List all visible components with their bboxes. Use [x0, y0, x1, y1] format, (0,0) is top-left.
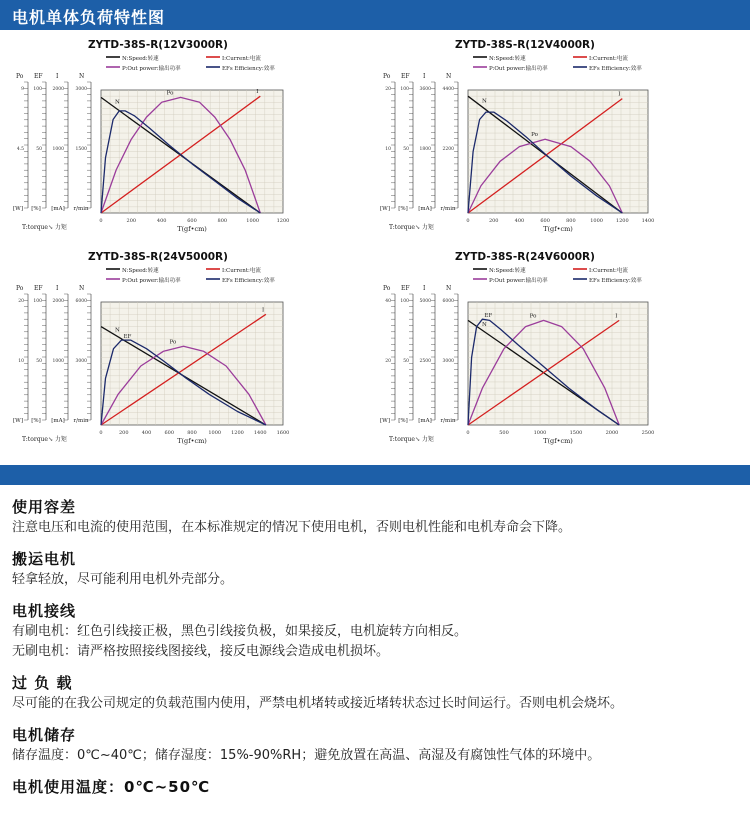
chart-panel-2: [13, 251, 289, 445]
curve-label-po: Po: [531, 132, 538, 139]
torque-label: T:torque↘ 力矩: [22, 224, 67, 231]
curve-label-n: N: [482, 98, 487, 105]
axis-header: N: [446, 285, 452, 292]
note-title: 搬运电机: [12, 550, 77, 568]
axis-mid-value: 1000: [52, 359, 64, 364]
x-tick-label: 800: [566, 218, 576, 224]
curve-label-n: N: [482, 321, 487, 328]
axis-mid-value: 1500: [75, 147, 87, 152]
chart-title: ZYTD-38S-R(24V5000R): [88, 251, 228, 263]
axis-mid-value: 10: [18, 359, 24, 364]
axis-top-value: 2000: [52, 87, 64, 92]
axis-header: I: [423, 285, 426, 292]
axis-mid-value: 1800: [419, 147, 431, 152]
curve-label-po: Po: [169, 339, 177, 346]
x-tick-label: 1500: [569, 430, 583, 436]
axis-top-value: 100: [400, 87, 409, 92]
charts-area: [0, 30, 750, 460]
curve-label-i: I: [261, 307, 265, 314]
note-title: 电机储存: [12, 726, 77, 744]
axis-mid-value: 1000: [52, 147, 64, 152]
axis-top-value: 20: [385, 87, 391, 92]
x-tick-label: 1200: [615, 218, 629, 224]
x-tick-label: 1400: [641, 218, 655, 224]
axis-unit: r/min: [73, 418, 89, 424]
axis-top-value: 40: [385, 299, 391, 304]
axis-top-value: 2000: [52, 299, 64, 304]
legend-entry: P:Out power:输出功率: [489, 278, 548, 284]
axis-top-value: 6000: [75, 299, 87, 304]
x-tick-label: 1200: [231, 430, 244, 436]
axis-header: I: [56, 285, 59, 292]
note-line: 无刷电机：请严格按照接线图接线，接反电源线会造成电机损坏。: [12, 644, 390, 659]
x-tick-label: 600: [187, 218, 197, 224]
x-tick-label: 1200: [276, 218, 290, 224]
x-axis-label: T(gf•cm): [543, 437, 573, 445]
note-2: [12, 600, 742, 662]
axis-unit: [W]: [13, 418, 23, 424]
note-title: 使用容差: [12, 498, 77, 516]
x-axis-label: T(gf•cm): [543, 225, 573, 233]
axis-header: I: [423, 73, 426, 80]
axis-header: Po: [16, 285, 24, 292]
notes-section: [12, 496, 742, 808]
torque-label: T:torque↘ 力矩: [389, 224, 434, 231]
axis-top-value: 100: [33, 87, 42, 92]
note-title: 电机接线: [12, 602, 77, 620]
x-tick-label: 500: [499, 430, 509, 436]
legend-entry: EFs Efficiency:效率: [222, 278, 275, 284]
legend-entry: N:Speed:转速: [489, 268, 526, 274]
note-1: [12, 548, 742, 590]
torque-label: T:torque↘ 力矩: [22, 436, 67, 443]
x-tick-label: 800: [217, 218, 228, 224]
axis-unit: [%]: [398, 206, 408, 212]
x-tick-label: 1000: [533, 430, 547, 436]
axis-unit: [mA]: [418, 418, 432, 424]
x-tick-label: 400: [156, 218, 167, 224]
note-line: 储存温度：0℃~40℃；储存湿度：15%-90%RH；避免放置在高温、高湿及有腐蚀性气体的环境中。: [12, 748, 601, 763]
x-tick-label: 1400: [253, 430, 267, 436]
axis-mid-value: 3000: [442, 359, 454, 364]
curve-label-ef: EF: [484, 313, 493, 320]
axis-unit: [mA]: [51, 418, 65, 424]
legend-entry: EFs Efficiency:效率: [589, 66, 642, 72]
x-tick-label: 0: [466, 218, 470, 224]
chart-title: ZYTD-38S-R(24V6000R): [455, 251, 595, 263]
axis-header: I: [56, 73, 59, 80]
axis-unit: r/min: [440, 206, 456, 212]
note-title: 电机使用温度：0℃~50℃: [12, 778, 211, 796]
x-tick-label: 2000: [605, 430, 619, 436]
note-line: 轻拿轻放，尽可能利用电机外壳部分。: [12, 572, 234, 587]
axis-header: Po: [383, 73, 391, 80]
curve-label-ef: EF: [123, 334, 132, 341]
x-axis-label: T(gf•cm): [177, 225, 207, 233]
axis-mid-value: 3000: [75, 359, 87, 364]
axis-header: EF: [34, 73, 43, 80]
axis-unit: r/min: [440, 418, 456, 424]
note-line: 注意电压和电流的使用范围，在本标准规定的情况下使用电机，否则电机性能和电机寿命会下降。: [12, 520, 572, 535]
note-title: 过 负 载: [12, 674, 73, 692]
note-5: [12, 776, 742, 798]
legend-entry: P:Out power:输出功率: [489, 66, 548, 72]
axis-mid-value: 50: [403, 359, 409, 364]
x-tick-label: 0: [466, 430, 470, 436]
x-tick-label: 400: [141, 430, 152, 436]
chart-title: ZYTD-38S-R(12V4000R): [455, 39, 595, 51]
axis-unit: [W]: [380, 418, 390, 424]
x-axis-label: T(gf•cm): [177, 437, 207, 445]
chart-panel-0: [13, 39, 289, 233]
note-3: [12, 672, 742, 714]
x-tick-label: 600: [164, 430, 175, 436]
section-divider: [0, 465, 750, 485]
axis-mid-value: 50: [36, 147, 42, 152]
axis-top-value: 9: [21, 87, 24, 92]
curve-label-n: N: [115, 327, 120, 334]
axis-unit: [%]: [398, 418, 408, 424]
axis-mid-value: 50: [403, 147, 409, 152]
axis-header: Po: [383, 285, 391, 292]
legend-entry: P:Out power:输出功率: [122, 66, 181, 72]
axis-unit: [%]: [31, 206, 41, 212]
axis-top-value: 20: [18, 299, 24, 304]
legend-entry: EFs Efficiency:效率: [222, 66, 275, 72]
x-tick-label: 200: [126, 218, 137, 224]
chart-title: ZYTD-38S-R(12V3000R): [88, 39, 228, 51]
note-line: 有刷电机：红色引线接正极，黑色引线接负极，如果接反，电机旋转方向相反。: [12, 624, 468, 639]
axis-top-value: 4400: [442, 87, 454, 92]
legend-entry: I:Current:电流: [222, 56, 261, 62]
x-tick-label: 1600: [276, 430, 290, 436]
axis-top-value: 5000: [419, 299, 431, 304]
note-line: 尽可能的在我公司规定的负载范围内使用，严禁电机堵转或接近堵转状态过长时间运行。否则电机会烧坏。: [12, 696, 624, 711]
chart-panel-1: [380, 39, 654, 233]
legend-entry: I:Current:电流: [222, 268, 261, 274]
x-tick-label: 2500: [641, 430, 655, 436]
x-tick-label: 600: [540, 218, 550, 224]
x-tick-label: 200: [488, 218, 499, 224]
legend-entry: I:Current:电流: [589, 268, 628, 274]
axis-unit: [mA]: [51, 206, 65, 212]
axis-top-value: 100: [33, 299, 42, 304]
curve-label-po: Po: [166, 90, 174, 97]
axis-unit: [%]: [31, 418, 41, 424]
x-tick-label: 1000: [590, 218, 603, 224]
axis-mid-value: 50: [36, 359, 42, 364]
legend-entry: I:Current:电流: [589, 56, 628, 62]
x-tick-label: 1000: [246, 218, 260, 224]
axis-top-value: 3600: [419, 87, 431, 92]
axis-header: EF: [34, 285, 43, 292]
axis-unit: [mA]: [418, 206, 432, 212]
axis-top-value: 3000: [75, 87, 87, 92]
axis-header: N: [79, 73, 85, 80]
legend-entry: N:Speed:转速: [489, 56, 526, 62]
axis-mid-value: 2200: [442, 147, 454, 152]
legend-entry: N:Speed:转速: [122, 268, 159, 274]
torque-label: T:torque↘ 力矩: [389, 436, 434, 443]
axis-unit: [W]: [13, 206, 23, 212]
curve-label-n: N: [115, 99, 120, 106]
axis-mid-value: 20: [385, 359, 391, 364]
axis-header: N: [446, 73, 452, 80]
x-tick-label: 200: [118, 430, 129, 436]
x-tick-label: 0: [99, 430, 103, 436]
axis-mid-value: 10: [385, 147, 391, 152]
legend-entry: P:Out power:输出功率: [122, 278, 181, 284]
note-4: [12, 724, 742, 766]
axis-unit: r/min: [73, 206, 89, 212]
axis-header: Po: [16, 73, 24, 80]
axis-header: N: [79, 285, 85, 292]
x-tick-label: 1000: [208, 430, 222, 436]
header-bar: [0, 0, 750, 30]
axis-header: EF: [401, 285, 410, 292]
axis-header: EF: [401, 73, 410, 80]
axis-top-value: 6000: [442, 299, 454, 304]
curve-label-i: I: [618, 91, 621, 98]
axis-unit: [W]: [380, 206, 390, 212]
curve-label-po: Po: [529, 313, 537, 320]
axis-mid-value: 4.5: [16, 147, 24, 152]
curve-label-i: I: [615, 313, 618, 320]
axis-mid-value: 2500: [419, 359, 431, 364]
legend-entry: N:Speed:转速: [122, 56, 159, 62]
note-0: [12, 496, 742, 538]
x-tick-label: 400: [514, 218, 525, 224]
curve-label-i: I: [256, 89, 259, 96]
axis-top-value: 100: [400, 299, 409, 304]
x-tick-label: 0: [99, 218, 103, 224]
page-title: 电机单体负荷特性图: [12, 8, 166, 27]
x-tick-label: 800: [187, 430, 197, 436]
chart-panel-3: [380, 251, 654, 445]
legend-entry: EFs Efficiency:效率: [589, 278, 642, 284]
